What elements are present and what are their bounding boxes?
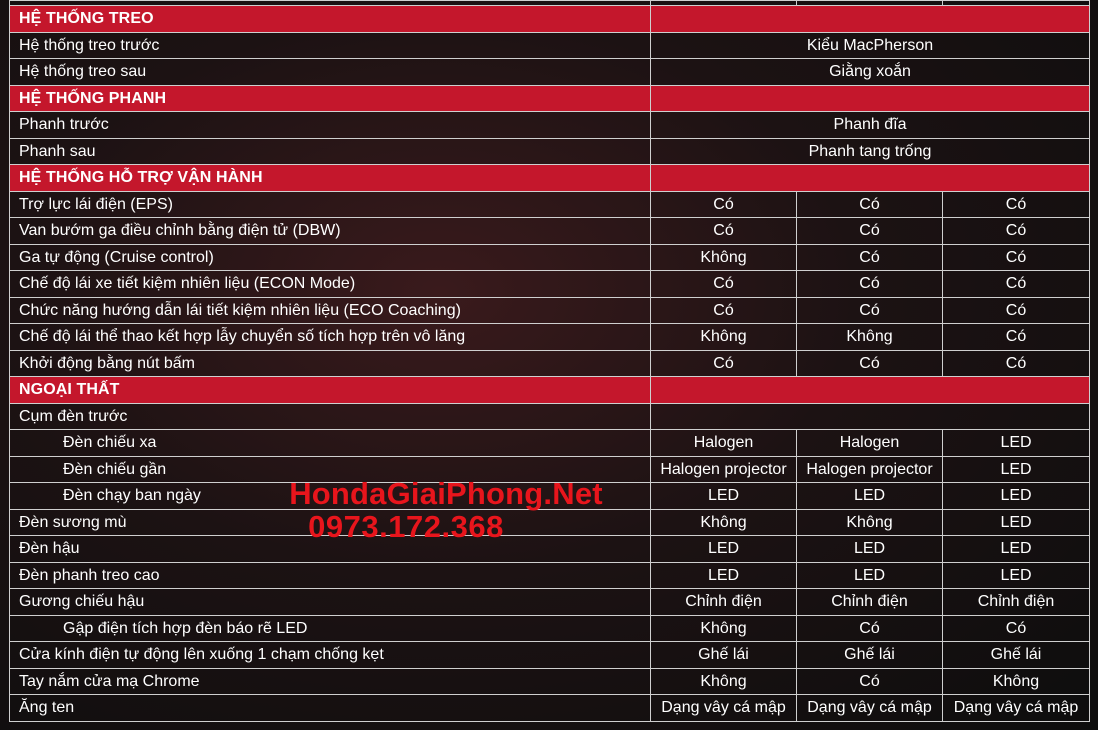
- spec-row: [10, 536, 1090, 563]
- spec-value-version-2: Có: [797, 191, 943, 218]
- spec-value-version-1: Dạng vây cá mập: [651, 695, 797, 722]
- spec-label: Đèn chiếu xa: [10, 430, 651, 457]
- spec-row: [10, 509, 1090, 536]
- spec-value-all-versions: Phanh đĩa: [651, 112, 1090, 139]
- spec-value-version-2: LED: [797, 562, 943, 589]
- spec-value-version-3: LED: [943, 562, 1090, 589]
- spec-value-version-3: Chỉnh điện: [943, 589, 1090, 616]
- spec-value-version-2: Có: [797, 271, 943, 298]
- section-title: HỆ THỐNG HỖ TRỢ VẬN HÀNH: [10, 165, 651, 192]
- section-header-row: [10, 377, 1090, 404]
- spec-value-version-3: LED: [943, 483, 1090, 510]
- spec-row: [10, 483, 1090, 510]
- spec-row: [10, 430, 1090, 457]
- spec-value-version-3: Có: [943, 615, 1090, 642]
- spec-row: [10, 271, 1090, 298]
- spec-value-version-3: LED: [943, 456, 1090, 483]
- spec-value-version-1: Có: [651, 191, 797, 218]
- spec-label: Chức năng hướng dẫn lái tiết kiệm nhiên liệu (ECO Coaching): [10, 297, 651, 324]
- spec-row: [10, 589, 1090, 616]
- spec-row: [10, 59, 1090, 86]
- spec-label: Đèn sương mù: [10, 509, 651, 536]
- spec-value-version-2: Halogen projector: [797, 456, 943, 483]
- spec-row: [10, 456, 1090, 483]
- spec-value-version-3: Ghế lái: [943, 642, 1090, 669]
- spec-row: [10, 112, 1090, 139]
- spec-value-version-2: Có: [797, 297, 943, 324]
- spec-label: Hệ thống treo sau: [10, 59, 651, 86]
- spec-label: Ga tự động (Cruise control): [10, 244, 651, 271]
- spec-row: [10, 615, 1090, 642]
- spec-value-version-1: Không: [651, 668, 797, 695]
- spec-value-all-versions: [651, 403, 1090, 430]
- spec-value-version-1: Không: [651, 509, 797, 536]
- spec-label: Van bướm ga điều chỉnh bằng điện tử (DBW): [10, 218, 651, 245]
- spec-value-version-2: Có: [797, 244, 943, 271]
- spec-value-version-3: Có: [943, 350, 1090, 377]
- spec-value-all-versions: Giằng xoắn: [651, 59, 1090, 86]
- spec-value-version-3: Có: [943, 191, 1090, 218]
- spec-value-version-2: Có: [797, 350, 943, 377]
- spec-row: [10, 668, 1090, 695]
- section-title: HỆ THỐNG PHANH: [10, 85, 651, 112]
- spec-row: [10, 32, 1090, 59]
- spec-value-version-1: Có: [651, 218, 797, 245]
- spec-label: Gập điện tích hợp đèn báo rẽ LED: [10, 615, 651, 642]
- spec-label: Đèn chạy ban ngày: [10, 483, 651, 510]
- spec-value-all-versions: Phanh tang trống: [651, 138, 1090, 165]
- spec-label: Gương chiếu hậu: [10, 589, 651, 616]
- spec-value-version-2: Không: [797, 324, 943, 351]
- spec-row: [10, 324, 1090, 351]
- watermark-phone: 0973.172.368: [308, 509, 504, 544]
- spec-value-version-1: Halogen: [651, 430, 797, 457]
- spec-value-version-3: Không: [943, 668, 1090, 695]
- spec-row: [10, 244, 1090, 271]
- spec-row: [10, 138, 1090, 165]
- spec-value-version-1: Chỉnh điện: [651, 589, 797, 616]
- spec-value-version-3: Dạng vây cá mập: [943, 695, 1090, 722]
- spec-value-version-1: Có: [651, 350, 797, 377]
- spec-table-body: [10, 1, 1090, 722]
- spec-value-version-1: Không: [651, 244, 797, 271]
- section-header-row: [10, 165, 1090, 192]
- spec-value-version-3: Có: [943, 297, 1090, 324]
- spec-value-version-1: Không: [651, 324, 797, 351]
- spec-value-version-3: Có: [943, 218, 1090, 245]
- section-filler-cell: [651, 85, 1090, 112]
- spec-value-version-1: LED: [651, 536, 797, 563]
- spec-label: Cửa kính điện tự động lên xuống 1 chạm chống kẹt: [10, 642, 651, 669]
- spec-label: Đèn hậu: [10, 536, 651, 563]
- spec-label: Đèn chiếu gần: [10, 456, 651, 483]
- spec-row: [10, 562, 1090, 589]
- spec-label: Phanh sau: [10, 138, 651, 165]
- spec-row: [10, 403, 1090, 430]
- spec-value-version-2: Có: [797, 218, 943, 245]
- spec-value-version-1: Ghế lái: [651, 642, 797, 669]
- spec-value-version-2: LED: [797, 536, 943, 563]
- spec-label: Chế độ lái xe tiết kiệm nhiên liệu (ECON Mode): [10, 271, 651, 298]
- spec-value-version-3: Có: [943, 324, 1090, 351]
- spec-value-version-2: Có: [797, 615, 943, 642]
- spec-label: Ăng ten: [10, 695, 651, 722]
- spec-value-version-2: Không: [797, 509, 943, 536]
- spec-label: Trợ lực lái điện (EPS): [10, 191, 651, 218]
- spec-row: [10, 642, 1090, 669]
- spec-label: Khởi động bằng nút bấm: [10, 350, 651, 377]
- spec-value-version-1: LED: [651, 483, 797, 510]
- spec-value-version-2: Halogen: [797, 430, 943, 457]
- spec-label: Chế độ lái thể thao kết hợp lẫy chuyển số tích hợp trên vô lăng: [10, 324, 651, 351]
- spec-row: [10, 218, 1090, 245]
- spec-value-version-1: Không: [651, 615, 797, 642]
- spec-value-version-3: Có: [943, 244, 1090, 271]
- spec-row: [10, 191, 1090, 218]
- spec-row: [10, 297, 1090, 324]
- section-title: NGOẠI THẤT: [10, 377, 651, 404]
- section-header-row: [10, 6, 1090, 33]
- spec-table: [9, 0, 1090, 722]
- spec-label: Tay nắm cửa mạ Chrome: [10, 668, 651, 695]
- spec-label: Cụm đèn trước: [10, 403, 651, 430]
- watermark-site: HondaGiaiPhong.Net: [289, 476, 603, 511]
- spec-label: Phanh trước: [10, 112, 651, 139]
- spec-value-version-2: LED: [797, 483, 943, 510]
- section-filler-cell: [651, 6, 1090, 33]
- spec-label: Đèn phanh treo cao: [10, 562, 651, 589]
- spec-value-version-2: Dạng vây cá mập: [797, 695, 943, 722]
- spec-row: [10, 695, 1090, 722]
- spec-label: Hệ thống treo trước: [10, 32, 651, 59]
- spec-value-version-3: LED: [943, 536, 1090, 563]
- spec-value-version-1: Halogen projector: [651, 456, 797, 483]
- spec-value-all-versions: Kiểu MacPherson: [651, 32, 1090, 59]
- spec-row: [10, 350, 1090, 377]
- spec-value-version-2: Ghế lái: [797, 642, 943, 669]
- spec-value-version-3: Có: [943, 271, 1090, 298]
- spec-value-version-2: Có: [797, 668, 943, 695]
- spec-value-version-1: LED: [651, 562, 797, 589]
- spec-value-version-1: Có: [651, 297, 797, 324]
- spec-value-version-3: LED: [943, 509, 1090, 536]
- spec-value-version-2: Chỉnh điện: [797, 589, 943, 616]
- spec-value-version-1: Có: [651, 271, 797, 298]
- section-title: HỆ THỐNG TREO: [10, 6, 651, 33]
- section-header-row: [10, 85, 1090, 112]
- section-filler-cell: [651, 377, 1090, 404]
- spec-value-version-3: LED: [943, 430, 1090, 457]
- section-filler-cell: [651, 165, 1090, 192]
